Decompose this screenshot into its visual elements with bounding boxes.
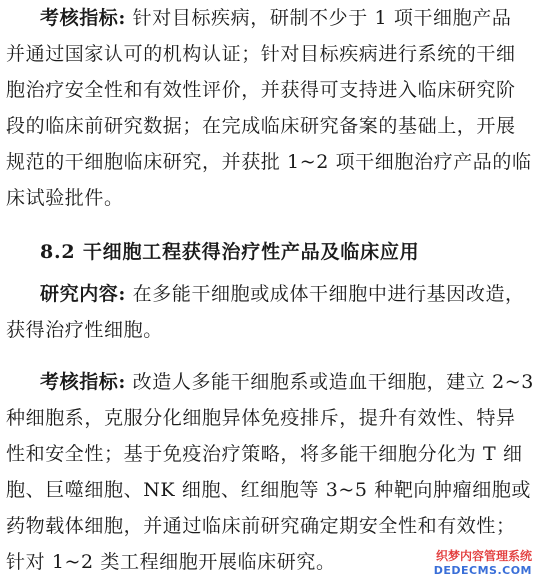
para3-label: 考核指标: [40, 371, 127, 393]
para1-line3: 胞治疗安全性和有效性评价，并获得可支持进入临床研究阶 [6, 79, 516, 101]
para3-line1 [40, 370, 534, 394]
para3-line2: 种细胞系，克服分化细胞异体免疫排斥，提升有效性、特异 [6, 407, 516, 429]
para1-text-1: 针对目标疾病，研制不少于 1 项干细胞产品 [132, 7, 512, 29]
para2-line1 [40, 282, 525, 306]
para2-text-1: 在多能干细胞或成体干细胞中进行基因改造， [132, 283, 525, 305]
para3-line6: 针对 1~2 类工程细胞开展临床研究。 [6, 551, 336, 573]
para1-line1 [40, 6, 511, 30]
watermark-top-text: 织梦内容管理系统 [435, 549, 532, 563]
watermark-logo [420, 548, 532, 584]
para2-label: 研究内容: [40, 283, 127, 305]
para1-line5: 规范的干细胞临床研究，并获批 1~2 项干细胞治疗产品的临 [6, 151, 532, 173]
para1-label: 考核指标: [40, 7, 127, 29]
watermark-bottom-text: DEDECMS.COM [433, 564, 532, 577]
section-heading: 8.2 干细胞工程获得治疗性产品及临床应用 [40, 241, 420, 263]
para1-line2: 并通过国家认可的机构认证；针对目标疾病进行系统的干细 [6, 43, 516, 65]
para3-line3: 性和安全性；基于免疫治疗策略，将多能干细胞分化为 T 细 [6, 443, 523, 465]
para1-line4: 段的临床前研究数据；在完成临床研究备案的基础上，开展 [6, 115, 516, 137]
para2-line2: 获得治疗性细胞。 [6, 319, 163, 341]
para1-line6: 床试验批件。 [6, 187, 124, 209]
para3-text-1: 改造人多能干细胞系或造血干细胞，建立 2~3 [132, 371, 534, 393]
para3-line4: 胞、巨噬细胞、NK 细胞、红细胞等 3~5 种靶向肿瘤细胞或 [6, 479, 532, 501]
para3-line5: 药物载体细胞，并通过临床前研究确定期安全性和有效性； [6, 515, 516, 537]
